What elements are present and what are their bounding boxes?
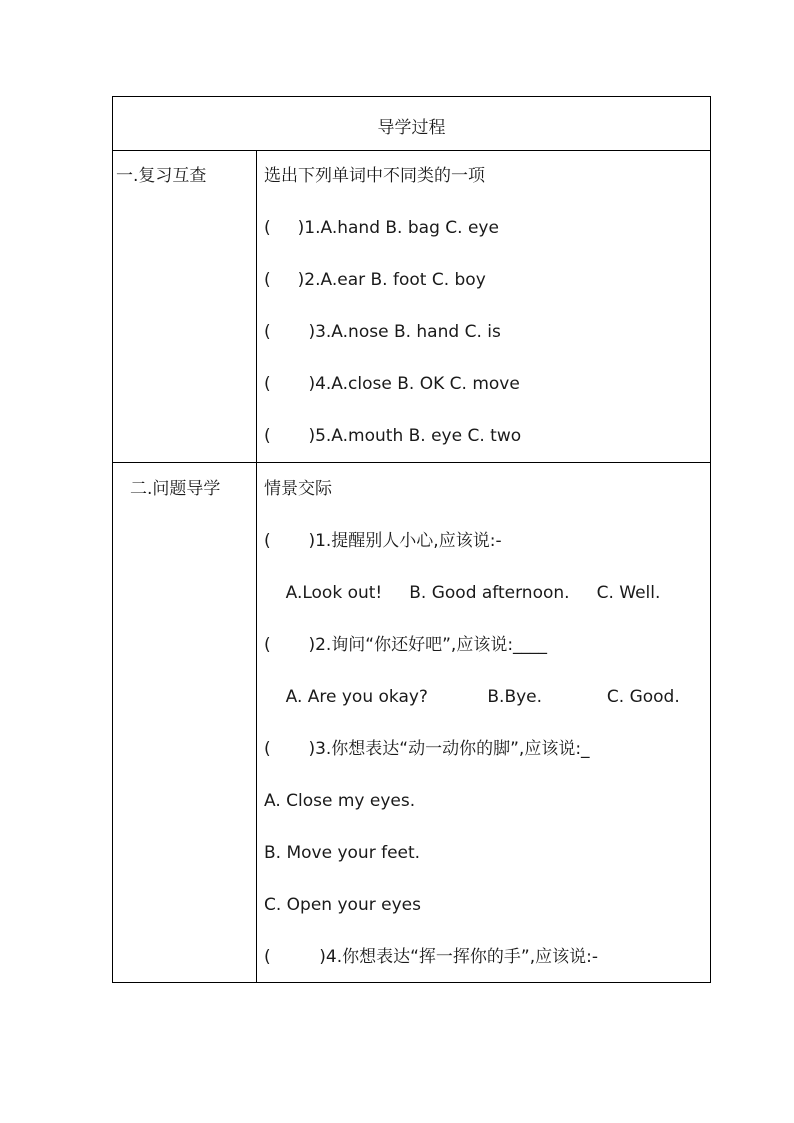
section-instruction: 选出下列单词中不同类的一项 [264, 166, 485, 186]
question-item: ( )1.提醒别人小心,应该说:- [264, 531, 502, 551]
answer-options: A.Look out! B. Good afternoon. C. Well. [264, 583, 661, 603]
row-divider [113, 150, 710, 151]
question-item: ( )3.A.nose B. hand C. is [264, 322, 501, 342]
question-item: ( )1.A.hand B. bag C. eye [264, 218, 499, 238]
question-item: ( )4.A.close B. OK C. move [264, 374, 520, 394]
question-item: ( )4.你想表达“挥一挥你的手”,应该说:- [264, 947, 598, 967]
answer-option: B. Move your feet. [264, 843, 421, 863]
question-item: ( )2.询问“你还好吧”,应该说:____ [264, 635, 548, 655]
section-label-review: 一.复习互查 [116, 166, 207, 186]
question-item: ( )3.你想表达“动一动你的脚”,应该说:_ [264, 739, 590, 759]
column-divider [256, 150, 257, 982]
question-item: ( )2.A.ear B. foot C. boy [264, 270, 486, 290]
question-item: ( )5.A.mouth B. eye C. two [264, 426, 522, 446]
table-title: 导学过程 [377, 118, 446, 138]
answer-option: C. Open your eyes [264, 895, 421, 915]
row-divider [113, 462, 710, 463]
answer-option: A. Close my eyes. [264, 791, 416, 811]
answer-options: A. Are you okay? B.Bye. C. Good. [264, 687, 680, 707]
guided-learning-table [112, 96, 711, 983]
section-label-guided: 二.问题导学 [130, 479, 221, 499]
section-instruction: 情景交际 [264, 479, 332, 499]
